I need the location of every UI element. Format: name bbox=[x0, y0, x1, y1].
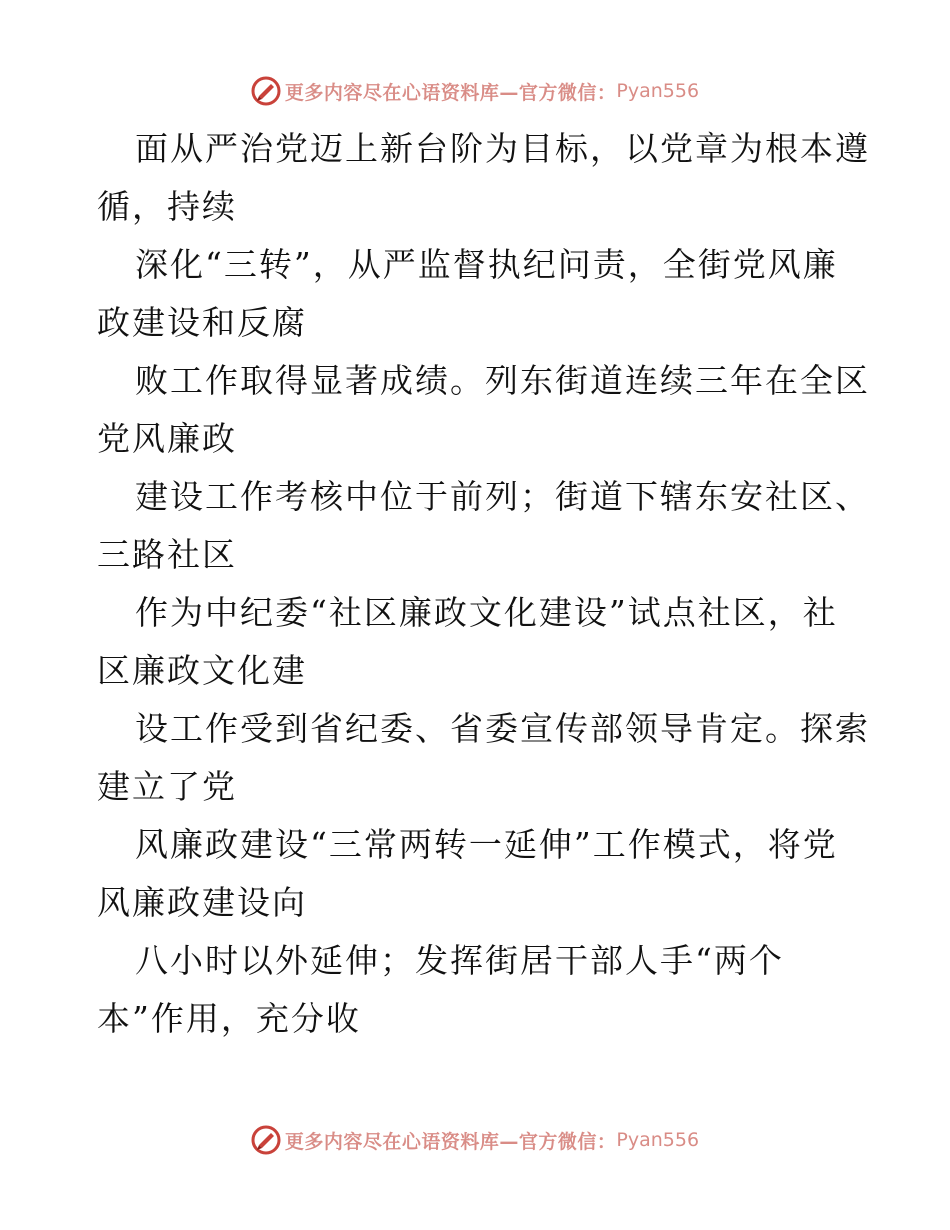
text-line: 本”作用，充分收 bbox=[97, 999, 361, 1038]
text-line: 建设工作考核中位于前列；街道下辖东安社区、 bbox=[135, 477, 870, 516]
text-line: 风廉政建设向 bbox=[97, 883, 307, 922]
watermark-wechat-id: Pyan556 bbox=[616, 1129, 700, 1151]
brand-logo-icon bbox=[251, 1125, 281, 1155]
text-line: 循，持续 bbox=[97, 187, 237, 226]
text-line: 区廉政文化建 bbox=[97, 651, 307, 690]
text-line: 设工作受到省纪委、省委宣传部领导肯定。探索 bbox=[135, 709, 870, 748]
text-line: 作为中纪委“社区廉政文化建设”试点社区，社 bbox=[135, 593, 838, 632]
brand-logo-icon bbox=[251, 76, 281, 106]
document-body bbox=[97, 120, 870, 1048]
text-line: 八小时以外延伸；发挥街居干部人手“两个 bbox=[135, 941, 784, 980]
text-line: 三路社区 bbox=[97, 535, 237, 574]
text-line: 面从严治党迈上新台阶为目标，以党章为根本遵 bbox=[135, 129, 870, 168]
header-watermark bbox=[0, 71, 950, 111]
text-line: 建立了党 bbox=[97, 767, 237, 806]
watermark-text: 更多内容尽在心语资料库—官方微信： bbox=[284, 81, 617, 104]
watermark-wechat-id: Pyan556 bbox=[616, 80, 700, 102]
text-line: 政建设和反腐 bbox=[97, 303, 307, 342]
text-line: 党风廉政 bbox=[97, 419, 237, 458]
footer-watermark bbox=[0, 1120, 950, 1160]
text-line: 败工作取得显著成绩。列东街道连续三年在全区 bbox=[135, 361, 870, 400]
text-line: 风廉政建设“三常两转一延伸”工作模式，将党 bbox=[135, 825, 838, 864]
text-line: 深化“三转”，从严监督执纪问责，全街党风廉 bbox=[135, 245, 838, 284]
watermark-text: 更多内容尽在心语资料库—官方微信： bbox=[284, 1130, 617, 1153]
